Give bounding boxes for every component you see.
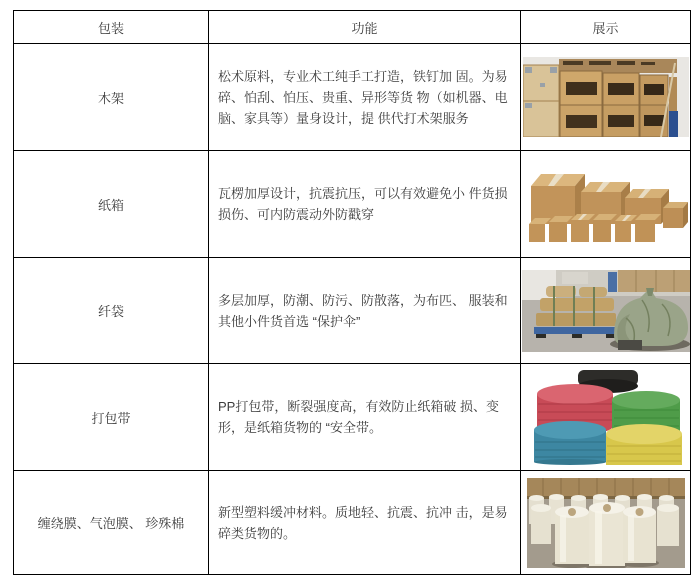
table-header-row xyxy=(14,11,691,44)
function-text: PP打包带，断裂强度高，有效防止纸箱破 损、变形，是纸箱货物的 “安全带。 xyxy=(218,399,499,435)
cardboard-boxes-photo xyxy=(523,162,689,246)
function-text: 瓦楞加厚设计，抗震抗压，可以有效避免小 件货损损伤、可内防震动外防戳穿 xyxy=(218,186,508,222)
function-cell xyxy=(209,44,521,151)
header-display-label: 展示 xyxy=(592,20,619,36)
strapping-rolls-photo xyxy=(526,370,686,465)
function-text: 松术原料，专业术工纯手工打造，铁钉加 固。为易碎、怕刮、怕压、贵重、异形等货 物（如机器、电脑、家具等）量身设计，提 供代打术架服务 xyxy=(218,68,508,126)
packaging-cell xyxy=(14,258,209,364)
function-cell xyxy=(209,471,521,575)
packaging-label: 纤袋 xyxy=(97,304,124,319)
yellow-roll xyxy=(606,424,682,465)
front-rolls xyxy=(552,502,659,568)
header-function xyxy=(209,11,521,44)
packaging-label: 缠绕膜、气泡膜、 珍殊棉 xyxy=(37,516,185,531)
wooden-crates-photo xyxy=(523,57,689,137)
header-packaging xyxy=(14,11,209,44)
packaging-table xyxy=(13,10,691,575)
packaging-label: 木架 xyxy=(97,90,124,106)
photo-cell xyxy=(521,471,691,575)
photo-cell xyxy=(521,364,691,471)
photo-cell xyxy=(521,258,691,364)
function-cell xyxy=(209,151,521,258)
header-function-label: 功能 xyxy=(351,20,378,36)
table-row xyxy=(14,364,691,471)
blue-roll xyxy=(534,421,606,465)
table-row xyxy=(14,258,691,364)
table-row xyxy=(14,151,691,258)
header-display xyxy=(521,11,691,44)
packaging-cell xyxy=(14,364,209,471)
crate-left xyxy=(523,65,559,137)
function-text: 新型塑料缓冲材料。质地轻、抗震、抗冲 击，是易碎类货物的。 xyxy=(218,504,508,541)
packaging-label: 打包带 xyxy=(91,410,131,426)
table-row xyxy=(14,44,691,151)
header-packaging-label: 包装 xyxy=(97,20,124,36)
stretch-film-rolls-photo xyxy=(527,478,685,568)
function-text: 多层加厚，防潮、防污、防散落，为布匹、 服装和其他小件货首选 “保护伞” xyxy=(218,292,508,329)
photo-cell xyxy=(521,44,691,151)
packaging-cell xyxy=(14,471,209,575)
function-cell xyxy=(209,364,521,471)
table-row xyxy=(14,471,691,575)
photo-cell xyxy=(521,151,691,258)
packaging-cell xyxy=(14,44,209,151)
woven-bags-photo xyxy=(522,270,690,352)
packaging-label: 纸箱 xyxy=(97,197,124,213)
function-cell xyxy=(209,258,521,364)
packaging-cell xyxy=(14,151,209,258)
